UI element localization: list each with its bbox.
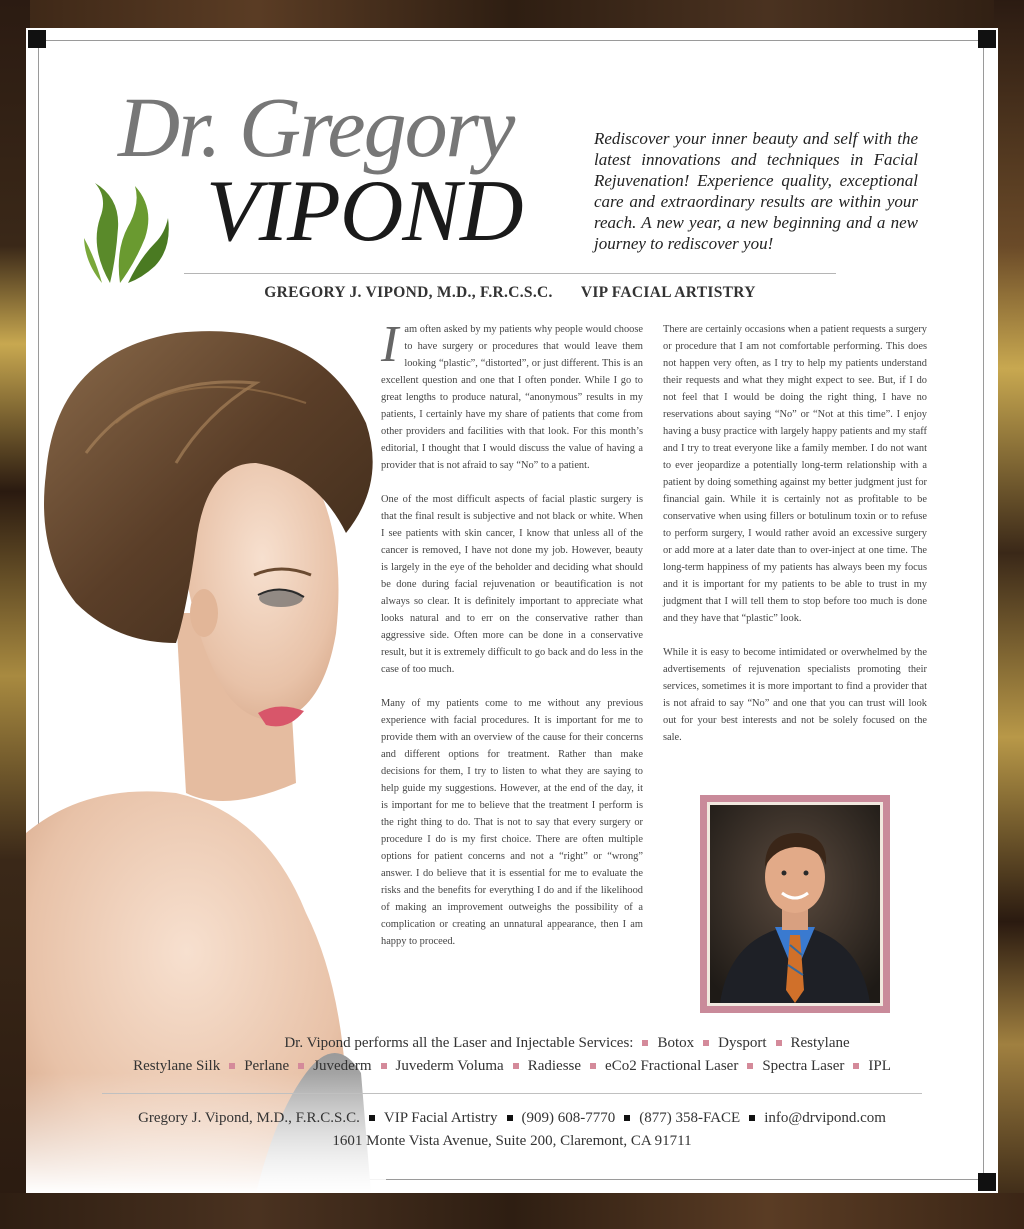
subheader [184, 284, 836, 302]
service-item: eCo2 Fractional Laser [605, 1058, 739, 1074]
article-column-right [663, 321, 927, 763]
bullet-icon [507, 1115, 513, 1121]
logo-name-last: VIPOND [206, 163, 523, 260]
doctor-photo-frame [700, 795, 890, 1013]
drop-cap: I [381, 316, 399, 373]
service-item: Juvederm [313, 1058, 372, 1074]
bullet-icon [381, 1063, 387, 1069]
service-item: Dysport [718, 1035, 767, 1051]
bullet-icon [590, 1063, 596, 1069]
bullet-icon [624, 1115, 630, 1121]
service-item: IPL [868, 1058, 891, 1074]
article-paragraph: While it is easy to become intimidated or overwhelmed by the advertisements of rejuvenation specialists promoting their services, sometimes it is more important to find a provider that is not afraid to say “No” and one that you can trust will look out for your best interests and not be solely focused on the sale. [663, 647, 927, 743]
background-right [994, 0, 1024, 1229]
background-bottom [0, 1193, 1024, 1229]
bullet-icon [703, 1040, 709, 1046]
contact-brand: VIP Facial Artistry [383, 1110, 498, 1126]
article-paragraph: One of the most difficult aspects of facial plastic surgery is that the final result is subjective and not black or white. When I see patients with skin cancer, I know that unless all of the cancer is removed, I have not done my job. However, beauty is largely in the eye of the beholder and deciding what should be done during facial rejuvenation or beautification is not always so clear. It is definitely important to appreciate what looks natural and to err on the conservative rather than aggressive side. Often more can be done in a conservative result, but it is extremely difficult to go back and do less in the case of too much. [381, 494, 643, 675]
corner-mark [28, 30, 46, 48]
bullet-icon [853, 1063, 859, 1069]
ad-page [26, 28, 998, 1193]
logo-name-first: Dr. Gregory [118, 79, 514, 175]
services-line-1 [26, 1035, 998, 1052]
article-column-left [381, 316, 643, 967]
bullet-icon [747, 1063, 753, 1069]
contact-phone: (909) 608-7770 [521, 1110, 616, 1126]
bullet-icon [749, 1115, 755, 1121]
article-paragraph: Many of my patients come to me without any previous experience with facial procedures. It is important for me to provide them with an overview of the cause for their concerns and different options for treatment. Rather than make decisions for them, I try to listen to what they are saying to help guide my suggestions. However, at the end of the day, it is important for me to believe that the treatment I perform is the right thing to do. That is not to say that every surgery or procedure I do is my first choice. There are often multiple options for patient concerns and not a “right” or “wrong” answer. I do believe that it is essential for me to evaluate the risks and the benefits for everything I do and if the likelihood of making an improvement outweighs the possibility of a complication or creating an unnatural appearance, then I am happy to proceed. [381, 698, 643, 947]
bullet-icon [298, 1063, 304, 1069]
service-item: Restylane Silk [133, 1058, 221, 1074]
doctor-photo [710, 805, 880, 1003]
doctor-photo-image [710, 805, 880, 1003]
contact-phone-toll-free: (877) 358-FACE [639, 1110, 741, 1126]
article-paragraph: Iam often asked by my patients why people would choose to have surgery or procedures that would leave them looking “plastic”, “distorted”, or just different. This is an excellent question and one that I often ponder. While I go to great lengths to produce natural, “anonymous” results in my patients, I certainly have my share of patients that come from other providers and facilities with that look. For this month’s editorial, I thought that I would discuss the value of having a provider that is not afraid to say “No” to a patient. [381, 316, 643, 471]
subheader-brand: VIP FACIAL ARTISTRY [580, 284, 756, 301]
corner-mark [978, 1173, 996, 1191]
service-item: Botox [657, 1035, 695, 1051]
service-item: Restylane [790, 1035, 850, 1051]
corner-mark [978, 30, 996, 48]
services-line-2 [26, 1058, 998, 1075]
leaf-logo-icon [80, 178, 170, 288]
contact-line [26, 1110, 998, 1127]
subheader-name: GREGORY J. VIPOND, M.D., F.R.C.S.C. [264, 284, 553, 301]
contact-email: info@drvipond.com [764, 1110, 886, 1126]
contact-address: 1601 Monte Vista Avenue, Suite 200, Claremont, CA 91711 [332, 1133, 692, 1149]
bullet-icon [229, 1063, 235, 1069]
service-item: Spectra Laser [762, 1058, 845, 1074]
service-item: Perlane [244, 1058, 290, 1074]
bullet-icon [369, 1115, 375, 1121]
service-item: Juvederm Voluma [395, 1058, 504, 1074]
tagline: Rediscover your inner beauty and self with the latest innovations and techniques in Facial Rejuvenation! Experience quality, exceptional care and extraordinary results are within your reach. A new year, a new beginning and a new journey to rediscover you! [594, 129, 918, 253]
header-divider [184, 273, 836, 274]
contact-divider [102, 1093, 922, 1094]
bullet-icon [776, 1040, 782, 1046]
article-paragraph: There are certainly occasions when a patient requests a surgery or procedure that I am not comfortable performing. This does not happen very often, as I try to help my patients understand their requests and what they might expect to see. But, if I do not feel that I would be doing the right thing, I have no reservations about saying “No” or “Not at this time”. I enjoy having a busy practice with largely happy patients and my staff and I try to treat everyone like a family member. I do not want to ever jeopardize a potentially long-term relationship with a patient by doing something against my better judgment just for financial gain. While it is certainly not as profitable to be conservative when using fillers or botulinum toxin or to refuse to perform surgery, I would rather avoid an excessive surgery or add more at a later date than to over-inject at one time. The long-term happiness of my patients has always been my focus and it is important for my patients to be able to trust in my judgment that I will tell them to stop before too much is done and they have that “plastic” look. [663, 324, 927, 624]
contact-doctor-name: Gregory J. Vipond, M.D., F.R.C.S.C. [138, 1110, 360, 1126]
bullet-icon [513, 1063, 519, 1069]
service-item: Radiesse [527, 1058, 582, 1074]
bullet-icon [642, 1040, 648, 1046]
background-top [0, 0, 1024, 28]
services-intro: Dr. Vipond performs all the Laser and Injectable Services: [284, 1035, 634, 1051]
